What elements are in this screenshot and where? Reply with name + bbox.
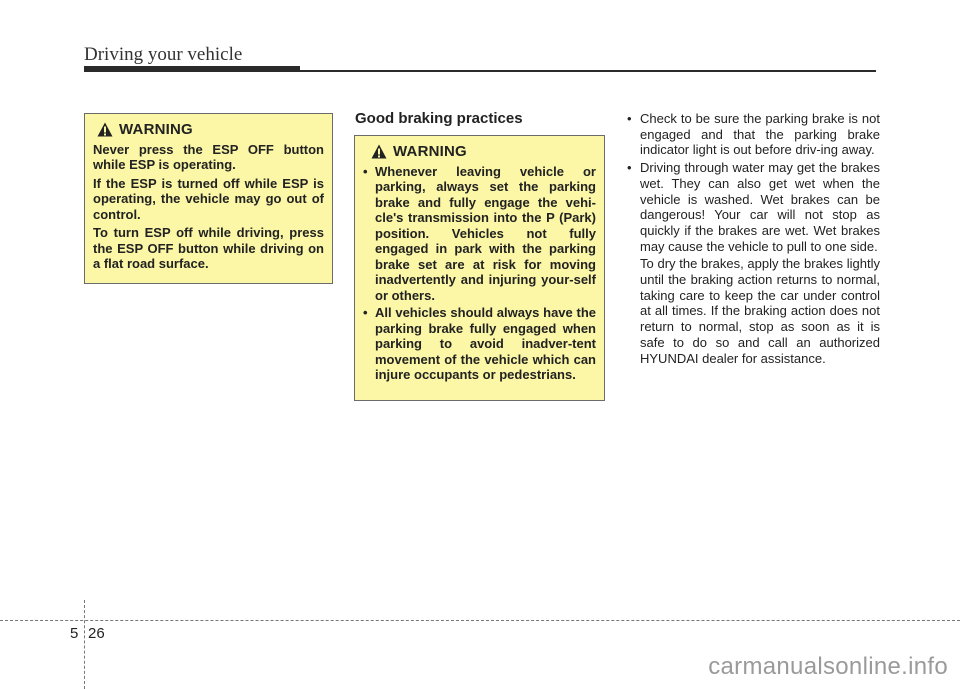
- page-title: Driving your vehicle: [84, 44, 243, 65]
- list-item: • Driving through water may get the brakes wet. They can also get wet when the vehicle is washed. Wet brakes can be dangerous! Your car will not stop as quickly if the brakes are wet. Wet brakes may cause the vehicle to pull to one side.: [626, 160, 880, 254]
- braking-tips-column: [626, 111, 880, 366]
- braking-tips-list: [626, 111, 880, 254]
- warning-paragraph: Never press the ESP OFF button while ESP is operating.: [93, 141, 324, 172]
- warning-box-parking: [354, 135, 605, 401]
- header-bar-thin: [300, 70, 876, 72]
- warning-header: [371, 144, 596, 160]
- warning-header: [97, 122, 324, 138]
- header-bar-thick: [84, 66, 300, 72]
- warning-title: WARNING: [393, 143, 467, 160]
- warning-triangle-icon: [371, 144, 387, 159]
- section-heading: Good braking practices: [355, 110, 523, 127]
- footer-vertical-divider: [84, 600, 85, 689]
- warning-box-esp: [84, 113, 333, 284]
- page-number: 26: [88, 625, 105, 642]
- warning-paragraph: If the ESP is turned off while ESP is operating, the vehicle may go out of control.: [93, 175, 324, 222]
- footer-divider: [0, 620, 960, 621]
- warning-title: WARNING: [119, 121, 193, 138]
- list-item: • Whenever leaving vehicle or parking, always set the parking brake and fully engage the vehi-cle's transmission into the P (Park) position. Vehicles not fully engaged in park with the parking brake set are at risk for moving inadvertently and injuring your-self or others.: [363, 164, 596, 304]
- warning-list: [363, 164, 596, 383]
- warning-paragraph: To turn ESP off while driving, press the ESP OFF button while driving on a flat road surface.: [93, 225, 324, 271]
- list-item: • Check to be sure the parking brake is not engaged and that the parking brake indicator light is out before driv-ing away.: [626, 111, 880, 158]
- dry-brakes-paragraph: To dry the brakes, apply the brakes lightly until the braking action returns to normal, taking care to keep the car under control at all times. If the braking action does not return to normal, stop as soon as it is safe to do so and call an authorized HYUNDAI dealer for assistance.: [640, 256, 880, 366]
- list-item: • All vehicles should always have the parking brake fully engaged when parking to avoid inadver-tent movement of the vehicle which can injure occupants or pedestrians.: [363, 305, 596, 383]
- warning-triangle-icon: [97, 122, 113, 137]
- watermark: carmanualsonline.info: [708, 653, 948, 680]
- chapter-number: 5: [70, 625, 79, 642]
